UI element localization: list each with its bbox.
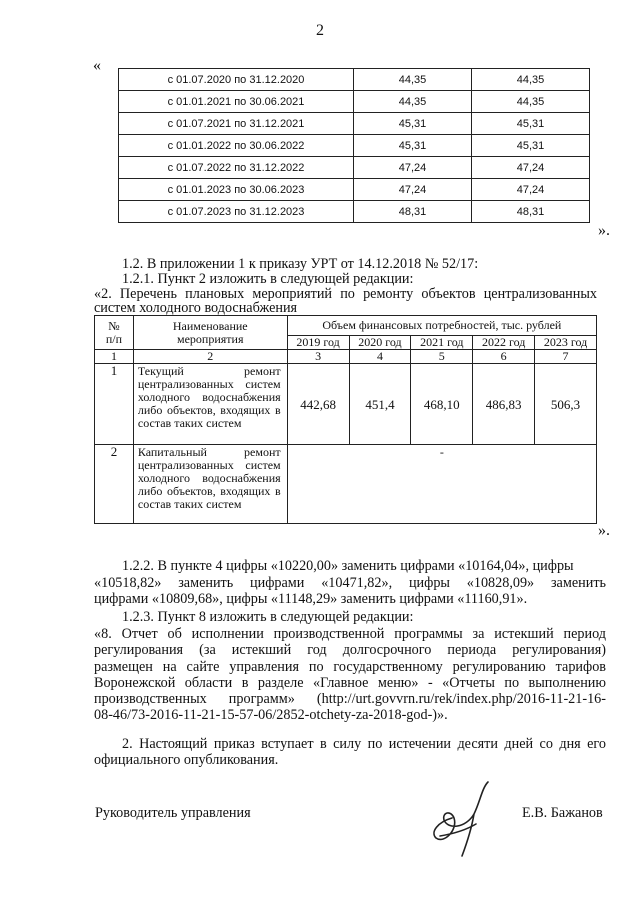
- open-quote: «: [93, 57, 101, 74]
- list-title-line: систем холодного водоснабжения: [94, 300, 298, 316]
- column-number: 5: [411, 350, 473, 364]
- tariff-value: 47,24: [472, 179, 590, 201]
- row-2-name: Капитальный ремонт централизованных систем холодного водоснабжения либо объектов, входящих в состав таких систем: [133, 445, 287, 524]
- tariff-period: с 01.07.2023 по 31.12.2023: [119, 201, 354, 223]
- page-number: 2: [316, 22, 324, 39]
- tariff-table: [118, 68, 590, 223]
- header-volume: Объем финансовых потребностей, тыс. рублей: [287, 316, 596, 336]
- header-num-l1: №: [108, 318, 120, 333]
- paragraph-8-line: 08-46/73-2016-11-21-15-57-06/2852-otchety-za-2018-god-)».: [94, 707, 448, 723]
- header-year: 2019 год: [287, 336, 349, 350]
- tariff-value: 44,35: [354, 69, 472, 91]
- row-2-dash: -: [287, 445, 596, 524]
- tariff-value: 45,31: [354, 113, 472, 135]
- header-name-l2: мероприятия: [177, 331, 244, 346]
- row-1-value: 468,10: [411, 364, 473, 445]
- paragraph-1-2-3: 1.2.3. Пункт 8 изложить в следующей редакции:: [122, 609, 414, 625]
- column-number: 7: [535, 350, 597, 364]
- close-quote: ».: [598, 222, 610, 239]
- paragraph-1-2: 1.2. В приложении 1 к приказу УРТ от 14.12.2018 № 52/17:: [122, 256, 479, 272]
- tariff-value: 47,24: [354, 179, 472, 201]
- paragraph-8-line: размещен на сайте управления по государственному регулированию тарифов: [94, 659, 606, 675]
- signatory-name: Е.В. Бажанов: [522, 805, 603, 821]
- tariff-value: 47,24: [472, 157, 590, 179]
- row-1-value: 442,68: [287, 364, 349, 445]
- list-title-line: «2. Перечень плановых мероприятий по ремонту объектов централизованных: [94, 286, 597, 302]
- header-year: 2023 год: [535, 336, 597, 350]
- tariff-value: 45,31: [472, 135, 590, 157]
- tariff-value: 48,31: [472, 201, 590, 223]
- tariff-row: [119, 113, 590, 135]
- row-2-num: 2: [95, 445, 134, 524]
- paragraph-1-2-2-line: 1.2.2. В пункте 4 цифры «10220,00» заменить цифрами «10164,04», цифры: [122, 558, 574, 574]
- tariff-value: 45,31: [354, 135, 472, 157]
- paragraph-2-line: официального опубликования.: [94, 752, 279, 768]
- header-year: 2021 год: [411, 336, 473, 350]
- tariff-row: [119, 69, 590, 91]
- close-quote: ».: [598, 522, 610, 539]
- header-year: 2020 год: [349, 336, 411, 350]
- tariff-row: [119, 179, 590, 201]
- column-number: 3: [287, 350, 349, 364]
- paragraph-1-2-2-line: цифрами «10809,68», цифры «11148,29» заменить цифрами «11160,91».: [94, 591, 528, 607]
- tariff-value: 47,24: [354, 157, 472, 179]
- tariff-period: с 01.01.2022 по 30.06.2022: [119, 135, 354, 157]
- handwritten-signature-icon: [418, 778, 510, 860]
- signatory-title: Руководитель управления: [95, 805, 251, 821]
- paragraph-8-line: Воронежской области в разделе «Главное меню» - «Отчеты по выполнению: [94, 675, 606, 691]
- plan-table: [94, 315, 597, 524]
- tariff-period: с 01.07.2020 по 31.12.2020: [119, 69, 354, 91]
- column-number: 6: [473, 350, 535, 364]
- row-1-value: 451,4: [349, 364, 411, 445]
- header-num-l2: п/п: [105, 331, 123, 346]
- tariff-value: 44,35: [472, 69, 590, 91]
- paragraph-8-line: производственных программ» (http://urt.govvrn.ru/rek/index.php/2016-11-21-16-: [94, 691, 606, 707]
- header-name-l1: Наименование: [172, 318, 248, 333]
- tariff-period: с 01.01.2023 по 30.06.2023: [119, 179, 354, 201]
- tariff-row: [119, 201, 590, 223]
- tariff-row: [119, 157, 590, 179]
- paragraph-8-line: регулирования (за истекший год долгосрочного периода регулирования): [94, 642, 606, 658]
- column-number: 4: [349, 350, 411, 364]
- tariff-period: с 01.07.2022 по 31.12.2022: [119, 157, 354, 179]
- column-number: 1: [95, 350, 134, 364]
- row-1-value: 486,83: [473, 364, 535, 445]
- column-number: 2: [133, 350, 287, 364]
- tariff-value: 44,35: [354, 91, 472, 113]
- tariff-period: с 01.07.2021 по 31.12.2021: [119, 113, 354, 135]
- header-year: 2022 год: [473, 336, 535, 350]
- header-num: [95, 316, 134, 350]
- tariff-value: 44,35: [472, 91, 590, 113]
- header-name: [133, 316, 287, 350]
- paragraph-2-line: 2. Настоящий приказ вступает в силу по истечении десяти дней со дня его: [122, 736, 606, 752]
- paragraph-1-2-1: 1.2.1. Пункт 2 изложить в следующей редакции:: [122, 271, 414, 287]
- tariff-value: 45,31: [472, 113, 590, 135]
- tariff-period: с 01.01.2021 по 30.06.2021: [119, 91, 354, 113]
- row-1-name: Текущий ремонт централизованных систем холодного водоснабжения либо объектов, входящих в состав таких систем: [133, 364, 287, 445]
- tariff-row: [119, 91, 590, 113]
- tariff-value: 48,31: [354, 201, 472, 223]
- row-1-num: 1: [95, 364, 134, 445]
- paragraph-8-line: «8. Отчет об исполнении производственной программы за истекший период: [94, 626, 606, 642]
- row-1-value: 506,3: [535, 364, 597, 445]
- tariff-row: [119, 135, 590, 157]
- paragraph-1-2-2-line: «10518,82» заменить цифрами «10471,82», цифры «10828,09» заменить: [94, 575, 606, 591]
